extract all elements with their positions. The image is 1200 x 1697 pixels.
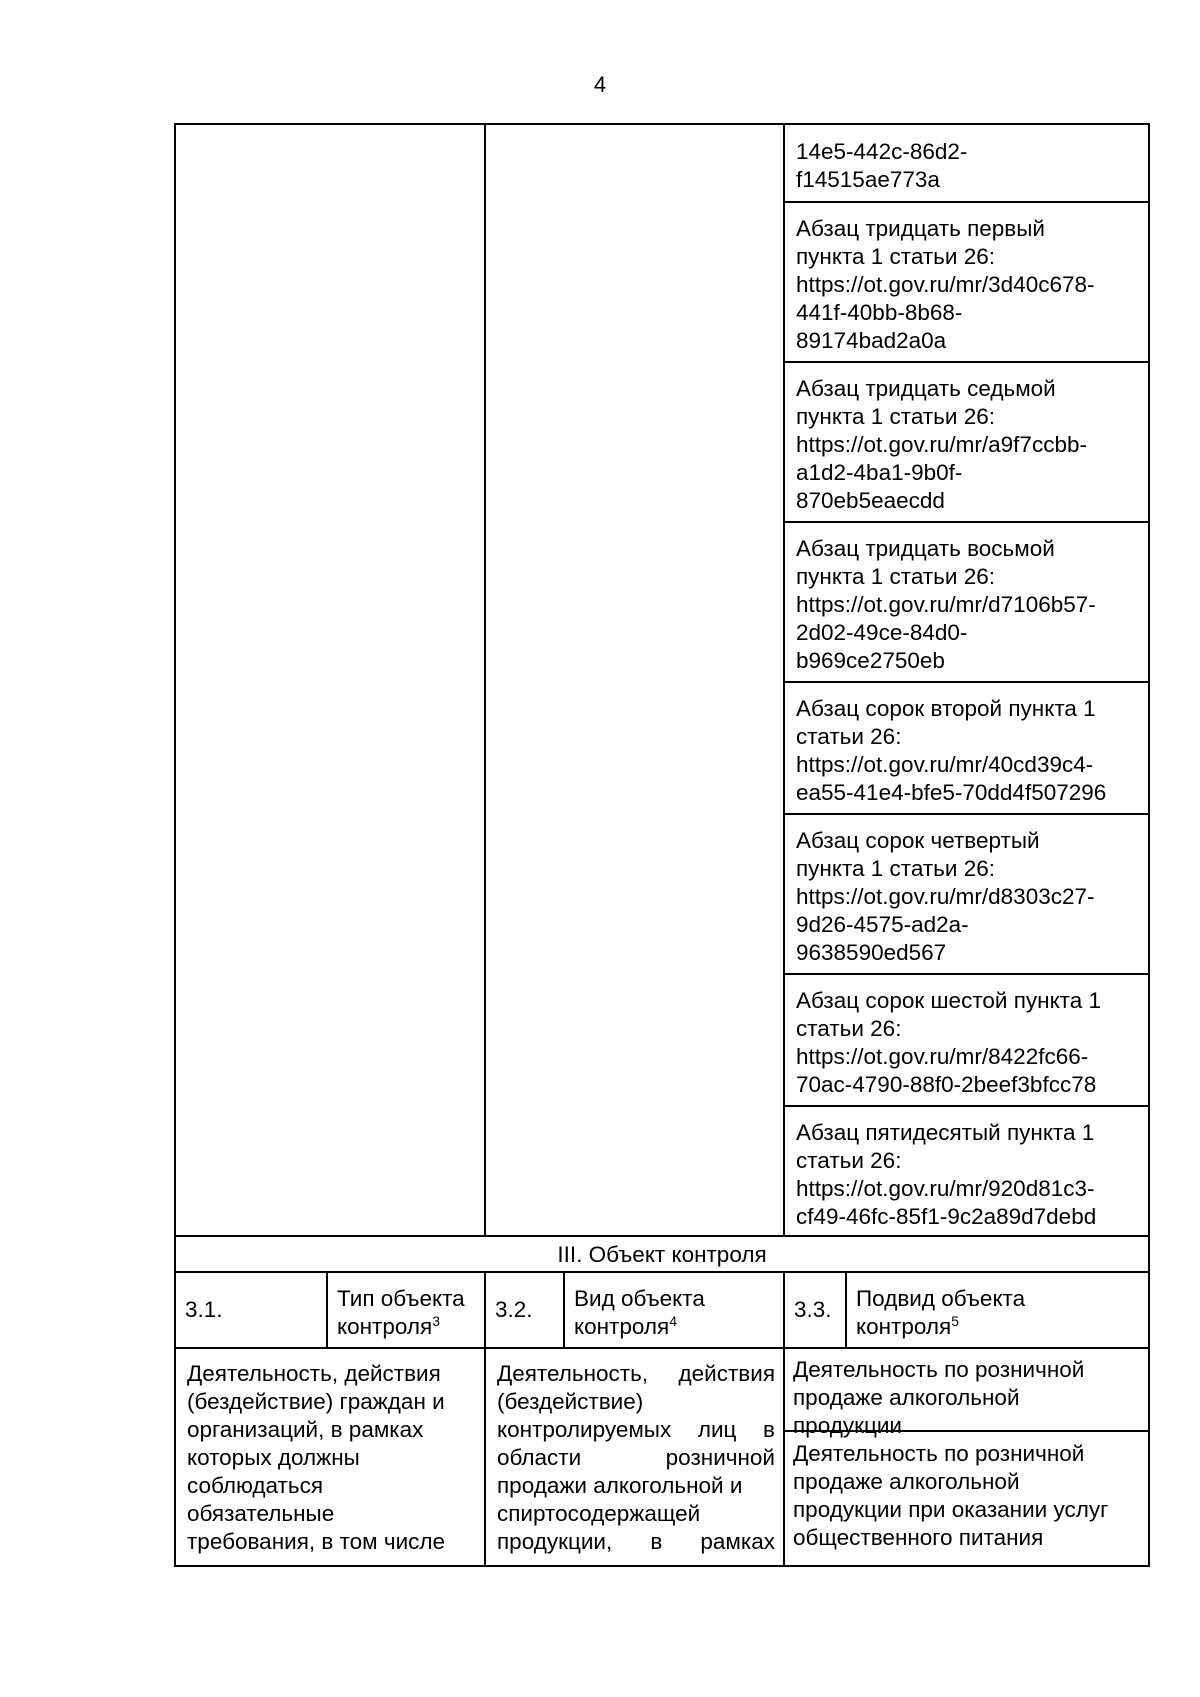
type-description-line: (бездействие) граждан и xyxy=(187,1389,445,1414)
empty-cell-middle xyxy=(485,124,784,1236)
link-url-line: 2d02-49ce-84d0- xyxy=(796,620,968,645)
type-description-line: которых должны xyxy=(187,1445,360,1470)
link-text-line: статьи 26: xyxy=(796,1148,902,1173)
link-url-line: 441f-40bb-8b68- xyxy=(796,300,963,325)
kind-description-line: области розничной xyxy=(497,1445,775,1470)
empty-cell-left xyxy=(175,124,485,1236)
footnote-mark: 5 xyxy=(951,1313,959,1329)
item-label: контроля xyxy=(574,1314,670,1339)
table-row xyxy=(175,1272,1149,1348)
link-text-line: Абзац сорок шестой пункта 1 xyxy=(796,988,1101,1013)
subkind-line: Деятельность по розничной xyxy=(793,1357,1085,1382)
link-url-line: 9638590ed567 xyxy=(796,940,947,965)
kind-description-line: (бездействие) xyxy=(497,1389,644,1414)
item-label: Подвид объекта xyxy=(856,1286,1026,1311)
kind-description-line: продажи алкогольной и xyxy=(497,1473,743,1498)
table-row xyxy=(175,124,1149,202)
footnote-mark: 3 xyxy=(432,1313,440,1329)
kind-description-line: Деятельность, действия xyxy=(497,1361,775,1386)
item-number-cell xyxy=(784,1272,846,1348)
link-url-line: https://ot.gov.ru/mr/40cd39c4- xyxy=(796,752,1094,777)
link-url-line: 89174bad2a0a xyxy=(796,328,947,353)
subkind-line: общественного питания xyxy=(793,1525,1044,1550)
subkind-line: Деятельность по розничной xyxy=(793,1441,1085,1466)
link-text-line: пункта 1 статьи 26: xyxy=(796,244,995,269)
link-cell xyxy=(784,522,1149,682)
item-number-cell xyxy=(175,1272,327,1348)
item-number: 3.1. xyxy=(185,1297,223,1322)
item-label-cell xyxy=(564,1272,784,1348)
link-text-line: f14515ae773a xyxy=(796,167,940,192)
subkind-item xyxy=(785,1432,1148,1556)
item-label: Тип объекта xyxy=(337,1286,465,1311)
link-url-line: https://ot.gov.ru/mr/8422fc66- xyxy=(796,1044,1089,1069)
subkind-line: продукции при оказании услуг xyxy=(793,1497,1109,1522)
link-url-line: a1d2-4ba1-9b0f- xyxy=(796,460,963,485)
link-cell xyxy=(784,682,1149,814)
link-text-line: статьи 26: xyxy=(796,1016,902,1041)
subkind-line: продукции xyxy=(793,1413,902,1438)
table-row xyxy=(175,1348,1149,1566)
kind-description-line: контролируемых лиц в xyxy=(497,1417,775,1442)
link-url-line: https://ot.gov.ru/mr/920d81c3- xyxy=(796,1176,1095,1201)
subkind-line: продаже алкогольной xyxy=(793,1385,1020,1410)
link-text-line: Абзац тридцать восьмой xyxy=(796,536,1055,561)
link-text-line: Абзац сорок четвертый xyxy=(796,828,1040,853)
item-number-cell xyxy=(485,1272,564,1348)
link-text-line: пункта 1 статьи 26: xyxy=(796,564,995,589)
subkind-line: продаже алкогольной xyxy=(793,1469,1020,1494)
link-cell xyxy=(784,974,1149,1106)
subkind-item xyxy=(785,1349,1148,1438)
link-cell xyxy=(784,202,1149,362)
link-text-line: Абзац пятидесятый пункта 1 xyxy=(796,1120,1095,1145)
subkind-cell xyxy=(784,1348,1149,1566)
item-label: контроля xyxy=(856,1314,952,1339)
item-number: 3.2. xyxy=(495,1297,533,1322)
link-url-line: 70ac-4790-88f0-2beef3bfcc78 xyxy=(796,1072,1097,1097)
type-description-line: Деятельность, действия xyxy=(187,1361,441,1386)
link-url-line: 870eb5eaecdd xyxy=(796,488,945,513)
link-cell xyxy=(784,814,1149,974)
type-description-line: обязательные xyxy=(187,1501,335,1526)
link-url-line: https://ot.gov.ru/mr/d7106b57- xyxy=(796,592,1096,617)
link-url-line: b969ce2750eb xyxy=(796,648,945,673)
type-description-line: организаций, в рамках xyxy=(187,1417,424,1442)
section-title-cell xyxy=(175,1236,1149,1272)
link-url-line: cf49-46fc-85f1-9c2a89d7debd xyxy=(796,1204,1097,1229)
item-label-cell xyxy=(327,1272,485,1348)
item-label: контроля xyxy=(337,1314,433,1339)
link-text-line: пункта 1 статьи 26: xyxy=(796,856,995,881)
link-url-line: 9d26-4575-ad2a- xyxy=(796,912,969,937)
footnote-mark: 4 xyxy=(669,1313,677,1329)
link-text-line: 14e5-442c-86d2- xyxy=(796,139,968,164)
table-row xyxy=(175,1236,1149,1272)
link-url-line: https://ot.gov.ru/mr/a9f7ccbb- xyxy=(796,432,1087,457)
link-text-line: пункта 1 статьи 26: xyxy=(796,404,995,429)
link-url-line: https://ot.gov.ru/mr/3d40c678- xyxy=(796,272,1095,297)
control-table xyxy=(174,123,1150,1567)
link-text-line: Абзац тридцать первый xyxy=(796,216,1045,241)
link-cell xyxy=(784,1106,1149,1236)
item-label: Вид объекта xyxy=(574,1286,705,1311)
link-cell xyxy=(784,124,1149,202)
item-number: 3.3. xyxy=(794,1297,832,1322)
type-description-line: требования, в том числе xyxy=(187,1529,446,1554)
type-description-cell xyxy=(175,1348,485,1566)
type-description-line: соблюдаться xyxy=(187,1473,324,1498)
section-title: III. Объект контроля xyxy=(557,1242,767,1267)
item-label-cell xyxy=(846,1272,1149,1348)
link-url-line: ea55-41e4-bfe5-70dd4f507296 xyxy=(796,780,1107,805)
kind-description-line: спиртосодержащей xyxy=(497,1501,701,1526)
kind-description-line: продукции, в рамках xyxy=(497,1529,775,1554)
page-number: 4 xyxy=(593,72,607,97)
kind-description-cell xyxy=(485,1348,784,1566)
link-text-line: Абзац тридцать седьмой xyxy=(796,376,1056,401)
link-url-line: https://ot.gov.ru/mr/d8303c27- xyxy=(796,884,1095,909)
link-text-line: Абзац сорок второй пункта 1 xyxy=(796,696,1096,721)
link-cell xyxy=(784,362,1149,522)
link-text-line: статьи 26: xyxy=(796,724,902,749)
